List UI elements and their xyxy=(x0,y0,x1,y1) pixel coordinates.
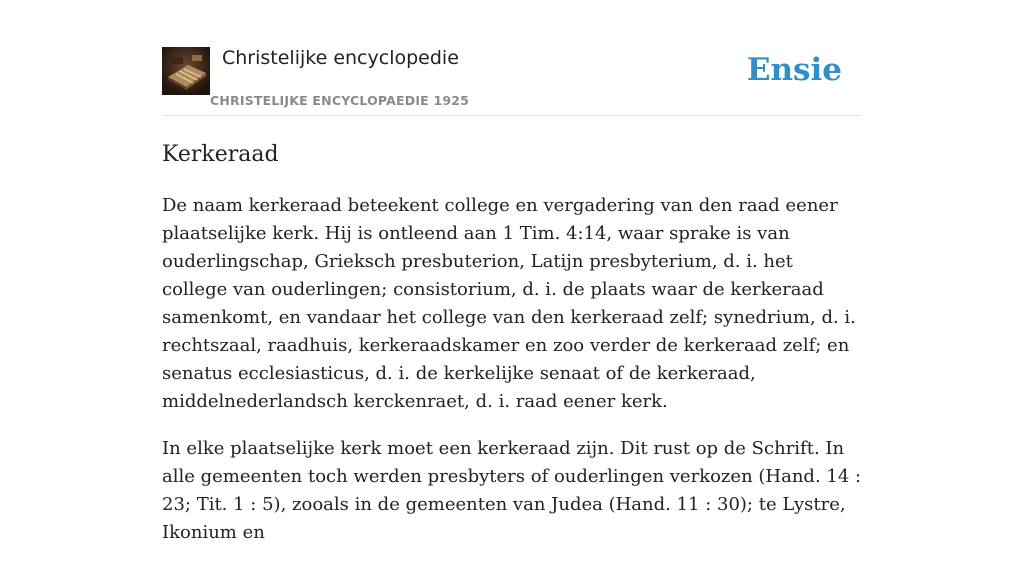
header xyxy=(162,46,862,116)
article-paragraph: In elke plaatselijke kerk moet een kerkeraad zijn. Dit rust op de Schrift. In alle gemeenten toch werden presbyters of ouderlingen verkozen (Hand. 14 : 23; Tit. 1 : 5), zooals in de gemeenten van Judea (Hand. 11 : 30); te Lystre, Ikonium en xyxy=(162,438,862,543)
book-image-icon xyxy=(162,47,210,95)
article-title: Kerkeraad xyxy=(162,142,279,167)
article-body xyxy=(162,192,862,566)
brand-logo[interactable]: Ensie xyxy=(746,52,842,88)
source-subtitle[interactable]: CHRISTELIJKE ENCYCLOPAEDIE 1925 xyxy=(210,93,470,108)
source-avatar[interactable] xyxy=(162,47,210,95)
source-title[interactable]: Christelijke encyclopedie xyxy=(222,47,459,69)
header-divider xyxy=(162,115,862,116)
article-paragraph: De naam kerkeraad beteekent college en vergadering van den raad eener plaatselijke kerk. Hij is ontleend aan 1 Tim. 4:14, waar sprake is van ouderlingschap, Grieksch presbuterion, Latijn presbyterium, d. i. het college van ouderlingen; consistorium, d. i. de plaats waar de kerkeraad samenkomt, en vandaar het college van den kerkeraad zelf; synedrium, d. i. rechtszaal, raadhuis, kerkeraadskamer en zoo verder de kerkeraad zelf; en senatus ecclesiasticus, d. i. de kerkelijke senaat of de kerkeraad, middelnederlandsch kerckenraet, d. i. raad eener kerk. xyxy=(162,195,856,412)
